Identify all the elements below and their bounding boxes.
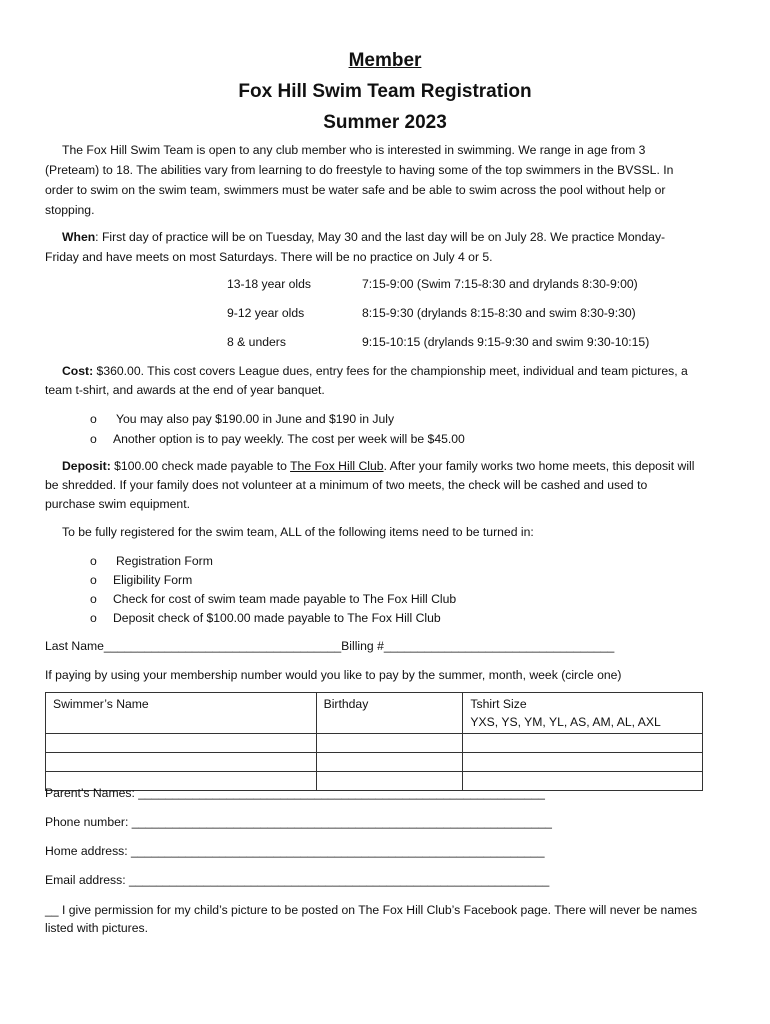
deposit-line — [62, 456, 694, 476]
birthday-header: Birthday — [316, 693, 463, 734]
season-heading: Summer 2023 — [323, 112, 447, 133]
schedule-time: 9:15-10:15 (drylands 9:15-9:30 and swim 9:30-10:15) — [362, 335, 650, 349]
email-field[interactable]: Email address: ______________________________________________________________ — [45, 873, 550, 887]
home-address-field[interactable]: Home address: _____________________________________________________________ — [45, 844, 545, 858]
phone-field[interactable]: Phone number: ______________________________________________________________ — [45, 815, 552, 829]
schedule-group: 13-18 year olds — [227, 277, 312, 291]
deposit-line: purchase swim equipment. — [45, 497, 190, 511]
tshirt-cell[interactable] — [463, 753, 703, 772]
bullet-icon: o — [90, 573, 97, 587]
pay-question: If paying by using your membership number would you like to pay by the summer, month, week (circle one) — [45, 668, 622, 682]
when-line — [62, 227, 665, 247]
intro-line: The Fox Hill Swim Team is open to any club member who is interested in swimming. We range in age from 3 — [62, 143, 646, 157]
checklist-intro: To be fully registered for the swim team, ALL of the following items need to be turned in: — [62, 525, 534, 539]
club-name: The Fox Hill Club — [290, 459, 384, 473]
tshirt-sizes: YXS, YS, YM, YL, AS, AM, AL, AXL — [470, 715, 661, 729]
intro-line: stopping. — [45, 203, 95, 217]
schedule-time: 7:15-9:00 (Swim 7:15-8:30 and drylands 8:30-9:00) — [362, 277, 638, 291]
tshirt-label: Tshirt Size — [470, 697, 527, 711]
when-label: When — [62, 230, 96, 244]
cost-text: $360.00. This cost covers League dues, entry fees for the championship meet, individual and team pictures, a — [93, 364, 688, 378]
table-row — [46, 734, 703, 753]
birthday-cell[interactable] — [316, 753, 463, 772]
member-heading: Member — [348, 50, 422, 71]
checklist-item: Check for cost of swim team made payable to The Fox Hill Club — [113, 592, 457, 606]
permission-line: listed with pictures. — [45, 921, 148, 935]
birthday-cell[interactable] — [316, 734, 463, 753]
swimmer-name-cell[interactable] — [46, 753, 317, 772]
parents-field[interactable]: Parent’s Names: ____________________________________________________________ — [45, 786, 545, 800]
tshirt-header — [463, 693, 703, 734]
cost-option: Another option is to pay weekly. The cost per week will be $45.00 — [113, 432, 465, 446]
bullet-icon: o — [90, 592, 97, 606]
intro-line: (Preteam) to 18. The abilities vary from learning to do freestyle to having some of the top swimmers in the BVSSL. In — [45, 163, 674, 177]
swimmer-table — [45, 692, 703, 791]
bullet-icon: o — [90, 554, 97, 568]
table-header-row — [46, 693, 703, 734]
deposit-line: be shredded. If your family does not volunteer at a minimum of two meets, the check will be cashed and used to — [45, 478, 648, 492]
bullet-icon: o — [90, 432, 97, 446]
cost-option: You may also pay $190.00 in June and $190 in July — [116, 412, 395, 426]
cost-label: Cost: — [62, 364, 94, 378]
checklist-item: Registration Form — [116, 554, 213, 568]
page-title: Fox Hill Swim Team Registration — [238, 81, 532, 102]
last-name-field[interactable]: Last Name___________________________________Billing #__________________________________ — [45, 639, 615, 653]
schedule-group: 9-12 year olds — [227, 306, 305, 320]
tshirt-cell[interactable] — [463, 734, 703, 753]
intro-line: order to swim on the swim team, swimmers must be water safe and be able to swim across the pool without help or — [45, 183, 666, 197]
checklist-item: Eligibility Form — [113, 573, 193, 587]
bullet-icon: o — [90, 611, 97, 625]
schedule-group: 8 & unders — [227, 335, 286, 349]
table-row — [46, 753, 703, 772]
swimmer-name-cell[interactable] — [46, 734, 317, 753]
deposit-text: . After your family works two home meets, this deposit will — [383, 459, 695, 473]
cost-line — [62, 361, 688, 381]
when-line: Friday and have meets on most Saturdays. There will be no practice on July 4 or 5. — [45, 250, 493, 264]
swimmer-name-header: Swimmer’s Name — [46, 693, 317, 734]
permission-line[interactable]: __ I give permission for my child’s picture to be posted on The Fox Hill Club’s Facebook page. There will never be names — [45, 903, 698, 917]
checklist-item: Deposit check of $100.00 made payable to The Fox Hill Club — [113, 611, 441, 625]
bullet-icon: o — [90, 412, 97, 426]
cost-line: team t-shirt, and awards at the end of year banquet. — [45, 383, 325, 397]
deposit-text: $100.00 check made payable to — [110, 459, 291, 473]
deposit-label: Deposit: — [62, 459, 111, 473]
when-text: : First day of practice will be on Tuesday, May 30 and the last day will be on July 28. We practice Monday- — [95, 230, 666, 244]
schedule-time: 8:15-9:30 (drylands 8:15-8:30 and swim 8:30-9:30) — [362, 306, 636, 320]
